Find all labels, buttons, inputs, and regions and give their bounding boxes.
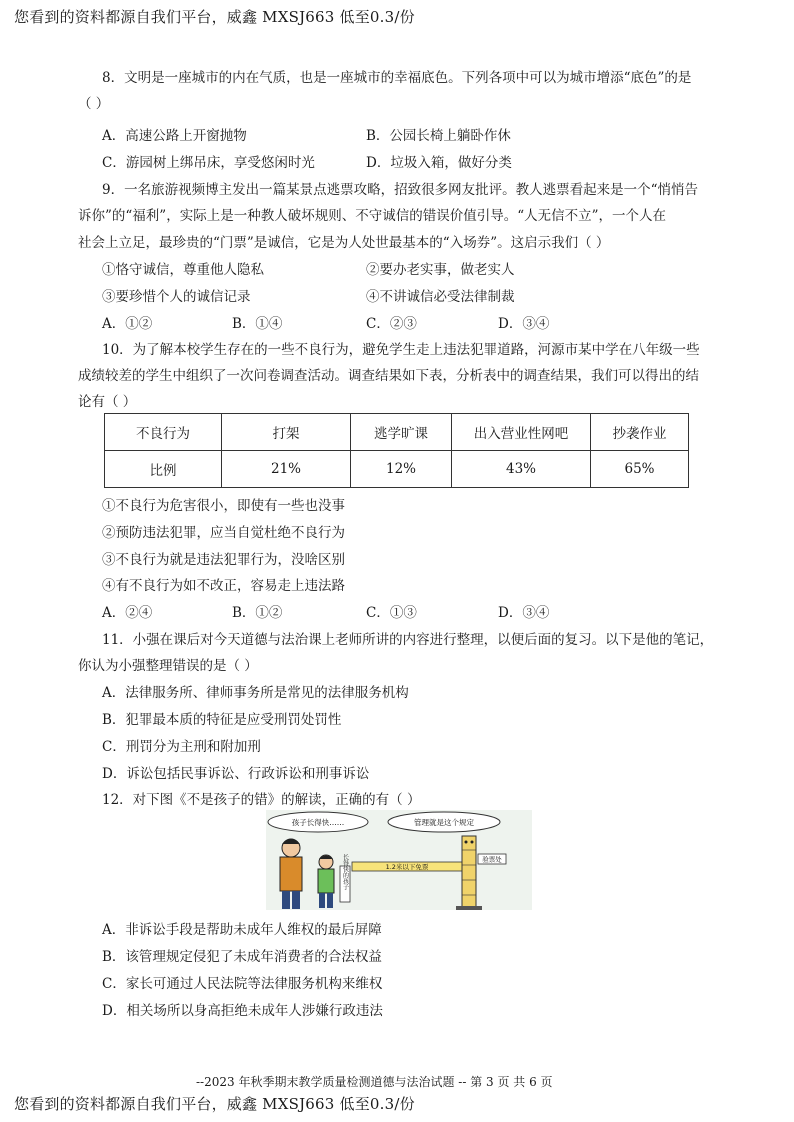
q9-stem-line3: 社会上立足，最珍贵的“门票”是诚信，它是为人处世最基本的“入场券”。这启示我们（ ） bbox=[78, 235, 610, 251]
q9-choice-a: A．①② bbox=[102, 316, 153, 332]
table-row bbox=[105, 451, 689, 488]
q9-stem-line2: 诉你”的“福利”，实际上是一种教人破坏规则、不守诚信的错误价值引导。“人无信不立”，一个人在 bbox=[78, 208, 667, 224]
q8-option-d: D．垃圾入箱，做好分类 bbox=[366, 155, 512, 171]
q10-choice-b: B．①② bbox=[232, 605, 283, 621]
watermark-banner-top: 您看到的资料都源自我们平台，威鑫 MXSJ663 低至0.3/份 bbox=[14, 8, 415, 26]
page-footer: --2023 年秋季期末教学质量检测道德与法治试题 -- 第 3 页 共 6 页 bbox=[196, 1075, 553, 1089]
table-header-cell: 不良行为 bbox=[105, 414, 222, 451]
table-header-cell: 抄袭作业 bbox=[591, 414, 689, 451]
q8-option-a: A．高速公路上开窗抛物 bbox=[102, 128, 247, 144]
cartoon-bubble-right-text: 管理就是这个规定 bbox=[414, 818, 474, 827]
q8-stem-line2: （ ） bbox=[78, 96, 110, 112]
q9-statement-4: ④不讲诚信必受法律制裁 bbox=[366, 289, 515, 305]
cartoon-bubble-left-text: 孩子长得快…… bbox=[291, 818, 345, 827]
q8-stem-line1: 8．文明是一座城市的内在气质，也是一座城市的幸福底色。下列各项中可以为城市增添“底色”的是 bbox=[102, 70, 692, 86]
q10-statement-3: ③不良行为就是违法犯罪行为，没啥区别 bbox=[102, 552, 345, 568]
q10-statement-1: ①不良行为危害很小，即使有一些也没事 bbox=[102, 498, 345, 514]
watermark-banner-bottom: 您看到的资料都源自我们平台，威鑫 MXSJ663 低至0.3/份 bbox=[14, 1095, 415, 1113]
cartoon-vertical-tag: 长得快的孩子 bbox=[341, 854, 349, 890]
cartoon-bar-text: 1.2米以下免票 bbox=[385, 863, 429, 871]
q12-option-c: C．家长可通过人民法院等法律服务机构来维权 bbox=[102, 976, 383, 992]
q11-stem-line2: 你认为小强整理错误的是（ ） bbox=[78, 658, 258, 674]
table-header-cell: 打架 bbox=[222, 414, 351, 451]
q10-choice-c: C．①③ bbox=[366, 605, 417, 621]
cartoon-sign: 验票处 bbox=[482, 855, 502, 864]
q12-option-a: A．非诉讼手段是帮助未成年人维权的最后屏障 bbox=[102, 922, 382, 938]
q9-stem-line1: 9．一名旅游视频博主发出一篇某景点逃票攻略，招致很多网友批评。教人逃票看起来是一个“悄悄告 bbox=[102, 182, 698, 198]
table-cell: 12% bbox=[351, 451, 452, 488]
table-cell: 21% bbox=[222, 451, 351, 488]
table-cell: 比例 bbox=[105, 451, 222, 488]
cartoon-illustration bbox=[266, 810, 532, 910]
table-header-row bbox=[105, 414, 689, 451]
q8-option-c: C．游园树上绑吊床，享受悠闲时光 bbox=[102, 155, 315, 171]
q10-statement-2: ②预防违法犯罪，应当自觉杜绝不良行为 bbox=[102, 525, 345, 541]
q10-stem-line1: 10．为了解本校学生存在的一些不良行为，避免学生走上违法犯罪道路，河源市某中学在八年级一些 bbox=[102, 342, 700, 358]
survey-table bbox=[104, 413, 689, 488]
q8-option-b: B．公园长椅上躺卧作休 bbox=[366, 128, 511, 144]
q9-statement-3: ③要珍惜个人的诚信记录 bbox=[102, 289, 251, 305]
q12-option-b: B．该管理规定侵犯了未成年消费者的合法权益 bbox=[102, 949, 382, 965]
q9-choice-d: D．③④ bbox=[498, 316, 550, 332]
table-header-cell: 逃学旷课 bbox=[351, 414, 452, 451]
q11-option-b: B．犯罪最本质的特征是应受刑罚处罚性 bbox=[102, 712, 342, 728]
q9-statement-2: ②要办老实事，做老实人 bbox=[366, 262, 515, 278]
q11-option-d: D．诉讼包括民事诉讼、行政诉讼和刑事诉讼 bbox=[102, 766, 370, 782]
q9-statement-1: ①恪守诚信，尊重他人隐私 bbox=[102, 262, 264, 278]
q11-option-c: C．刑罚分为主刑和附加刑 bbox=[102, 739, 261, 755]
q11-option-a: A．法律服务所、律师事务所是常见的法律服务机构 bbox=[102, 685, 409, 701]
q10-stem-line3: 论有（ ） bbox=[78, 394, 137, 410]
q10-choice-a: A．②④ bbox=[102, 605, 153, 621]
q10-stem-line2: 成绩较差的学生中组织了一次问卷调查活动。调查结果如下表，分析表中的调查结果，我们可以得出的结 bbox=[78, 368, 699, 384]
q10-choice-d: D．③④ bbox=[498, 605, 550, 621]
table-header-cell: 出入营业性网吧 bbox=[452, 414, 591, 451]
table-cell: 43% bbox=[452, 451, 591, 488]
q9-choice-b: B．①④ bbox=[232, 316, 283, 332]
q11-stem-line1: 11．小强在课后对今天道德与法治课上老师所讲的内容进行整理，以便后面的复习。以下是他的笔记， bbox=[102, 632, 714, 648]
table-cell: 65% bbox=[591, 451, 689, 488]
q10-statement-4: ④有不良行为如不改正，容易走上违法路 bbox=[102, 578, 345, 594]
q9-choice-c: C．②③ bbox=[366, 316, 417, 332]
q12-stem: 12．对下图《不是孩子的错》的解读，正确的有（ ） bbox=[102, 792, 421, 808]
q12-option-d: D．相关场所以身高拒绝未成年人涉嫌行政违法 bbox=[102, 1003, 383, 1019]
